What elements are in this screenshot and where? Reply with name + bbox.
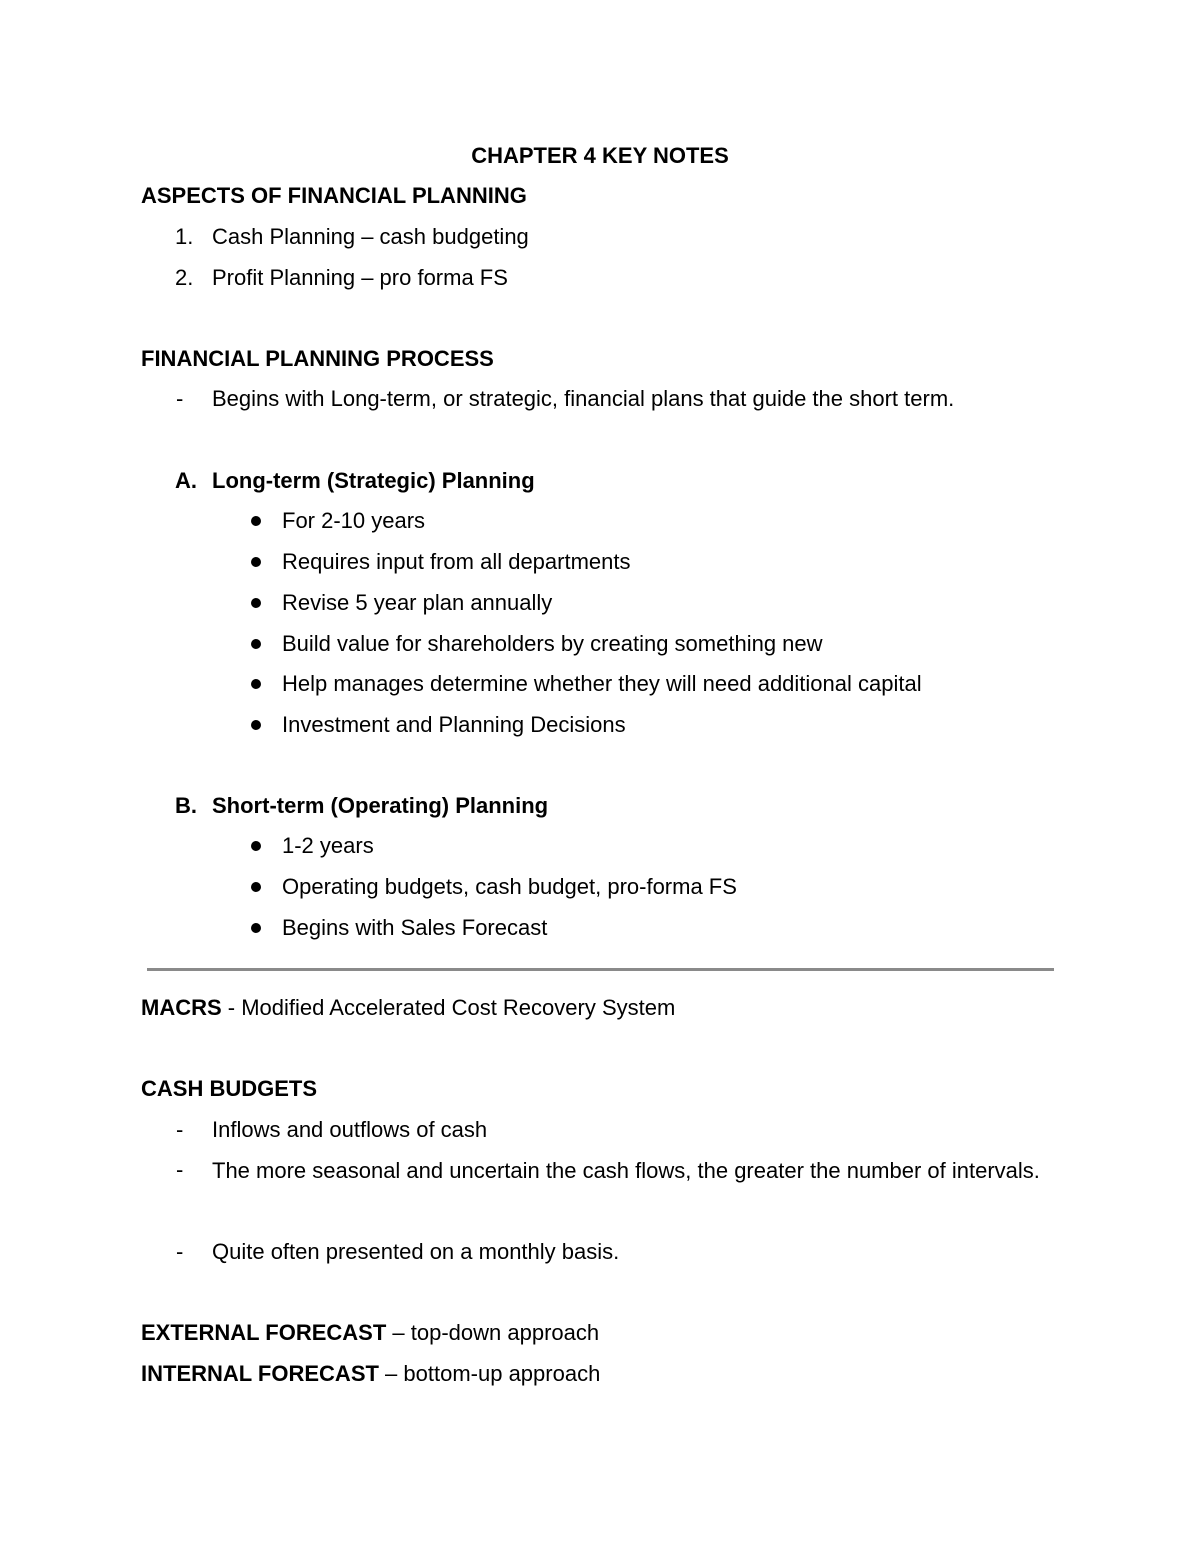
list-item: Revise 5 year plan annually bbox=[282, 590, 553, 615]
aspects-heading: ASPECTS OF FINANCIAL PLANNING bbox=[141, 183, 527, 208]
process-heading: FINANCIAL PLANNING PROCESS bbox=[141, 346, 494, 371]
list-item: The more seasonal and uncertain the cash flows, the greater the number of intervals. bbox=[212, 1158, 1040, 1183]
list-dash: - bbox=[176, 1157, 184, 1182]
list-dash: - bbox=[176, 386, 184, 411]
list-item: Begins with Sales Forecast bbox=[282, 915, 548, 940]
macrs-term: MACRS bbox=[141, 995, 222, 1020]
list-number: 2. bbox=[175, 265, 194, 290]
list-number: 1. bbox=[175, 224, 194, 249]
bullet-icon bbox=[251, 516, 261, 526]
external-forecast-term: EXTERNAL FORECAST bbox=[141, 1320, 387, 1345]
bullet-icon bbox=[251, 720, 261, 730]
list-item: Quite often presented on a monthly basis. bbox=[212, 1239, 620, 1264]
bullet-icon bbox=[251, 598, 261, 608]
list-item: Profit Planning – pro forma FS bbox=[212, 265, 508, 290]
bullet-icon bbox=[251, 882, 261, 892]
list-item: Inflows and outflows of cash bbox=[212, 1117, 488, 1142]
list-dash: - bbox=[176, 1239, 184, 1264]
cash-budgets-heading: CASH BUDGETS bbox=[141, 1076, 318, 1101]
internal-forecast-text: – bottom-up approach bbox=[378, 1361, 601, 1386]
list-item: For 2-10 years bbox=[282, 508, 426, 533]
bullet-icon bbox=[251, 639, 261, 649]
list-item: Help manages determine whether they will need additional capital bbox=[282, 671, 922, 696]
horizontal-divider bbox=[147, 968, 1054, 971]
internal-forecast-definition bbox=[141, 1361, 600, 1387]
bullet-icon bbox=[251, 557, 261, 567]
macrs-text: - Modified Accelerated Cost Recovery System bbox=[221, 995, 676, 1020]
list-item: Build value for shareholders by creating something new bbox=[282, 631, 823, 656]
external-forecast-text: – top-down approach bbox=[386, 1320, 600, 1345]
section-letter: B. bbox=[175, 793, 197, 818]
macrs-definition bbox=[141, 995, 675, 1021]
short-term-heading: Short-term (Operating) Planning bbox=[212, 793, 549, 818]
long-term-heading: Long-term (Strategic) Planning bbox=[212, 468, 535, 493]
bullet-icon bbox=[251, 679, 261, 689]
list-item: Cash Planning – cash budgeting bbox=[212, 224, 529, 249]
bullet-icon bbox=[251, 841, 261, 851]
page-title: CHAPTER 4 KEY NOTES bbox=[471, 143, 729, 168]
internal-forecast-term: INTERNAL FORECAST bbox=[141, 1361, 379, 1386]
list-item: Investment and Planning Decisions bbox=[282, 712, 626, 737]
list-item: Operating budgets, cash budget, pro-forma FS bbox=[282, 874, 737, 899]
list-item: Begins with Long-term, or strategic, financial plans that guide the short term. bbox=[212, 386, 955, 411]
external-forecast-definition bbox=[141, 1320, 599, 1346]
list-item: 1-2 years bbox=[282, 833, 374, 858]
bullet-icon bbox=[251, 923, 261, 933]
list-dash: - bbox=[176, 1117, 184, 1142]
list-item: Requires input from all departments bbox=[282, 549, 631, 574]
section-letter: A. bbox=[175, 468, 197, 493]
